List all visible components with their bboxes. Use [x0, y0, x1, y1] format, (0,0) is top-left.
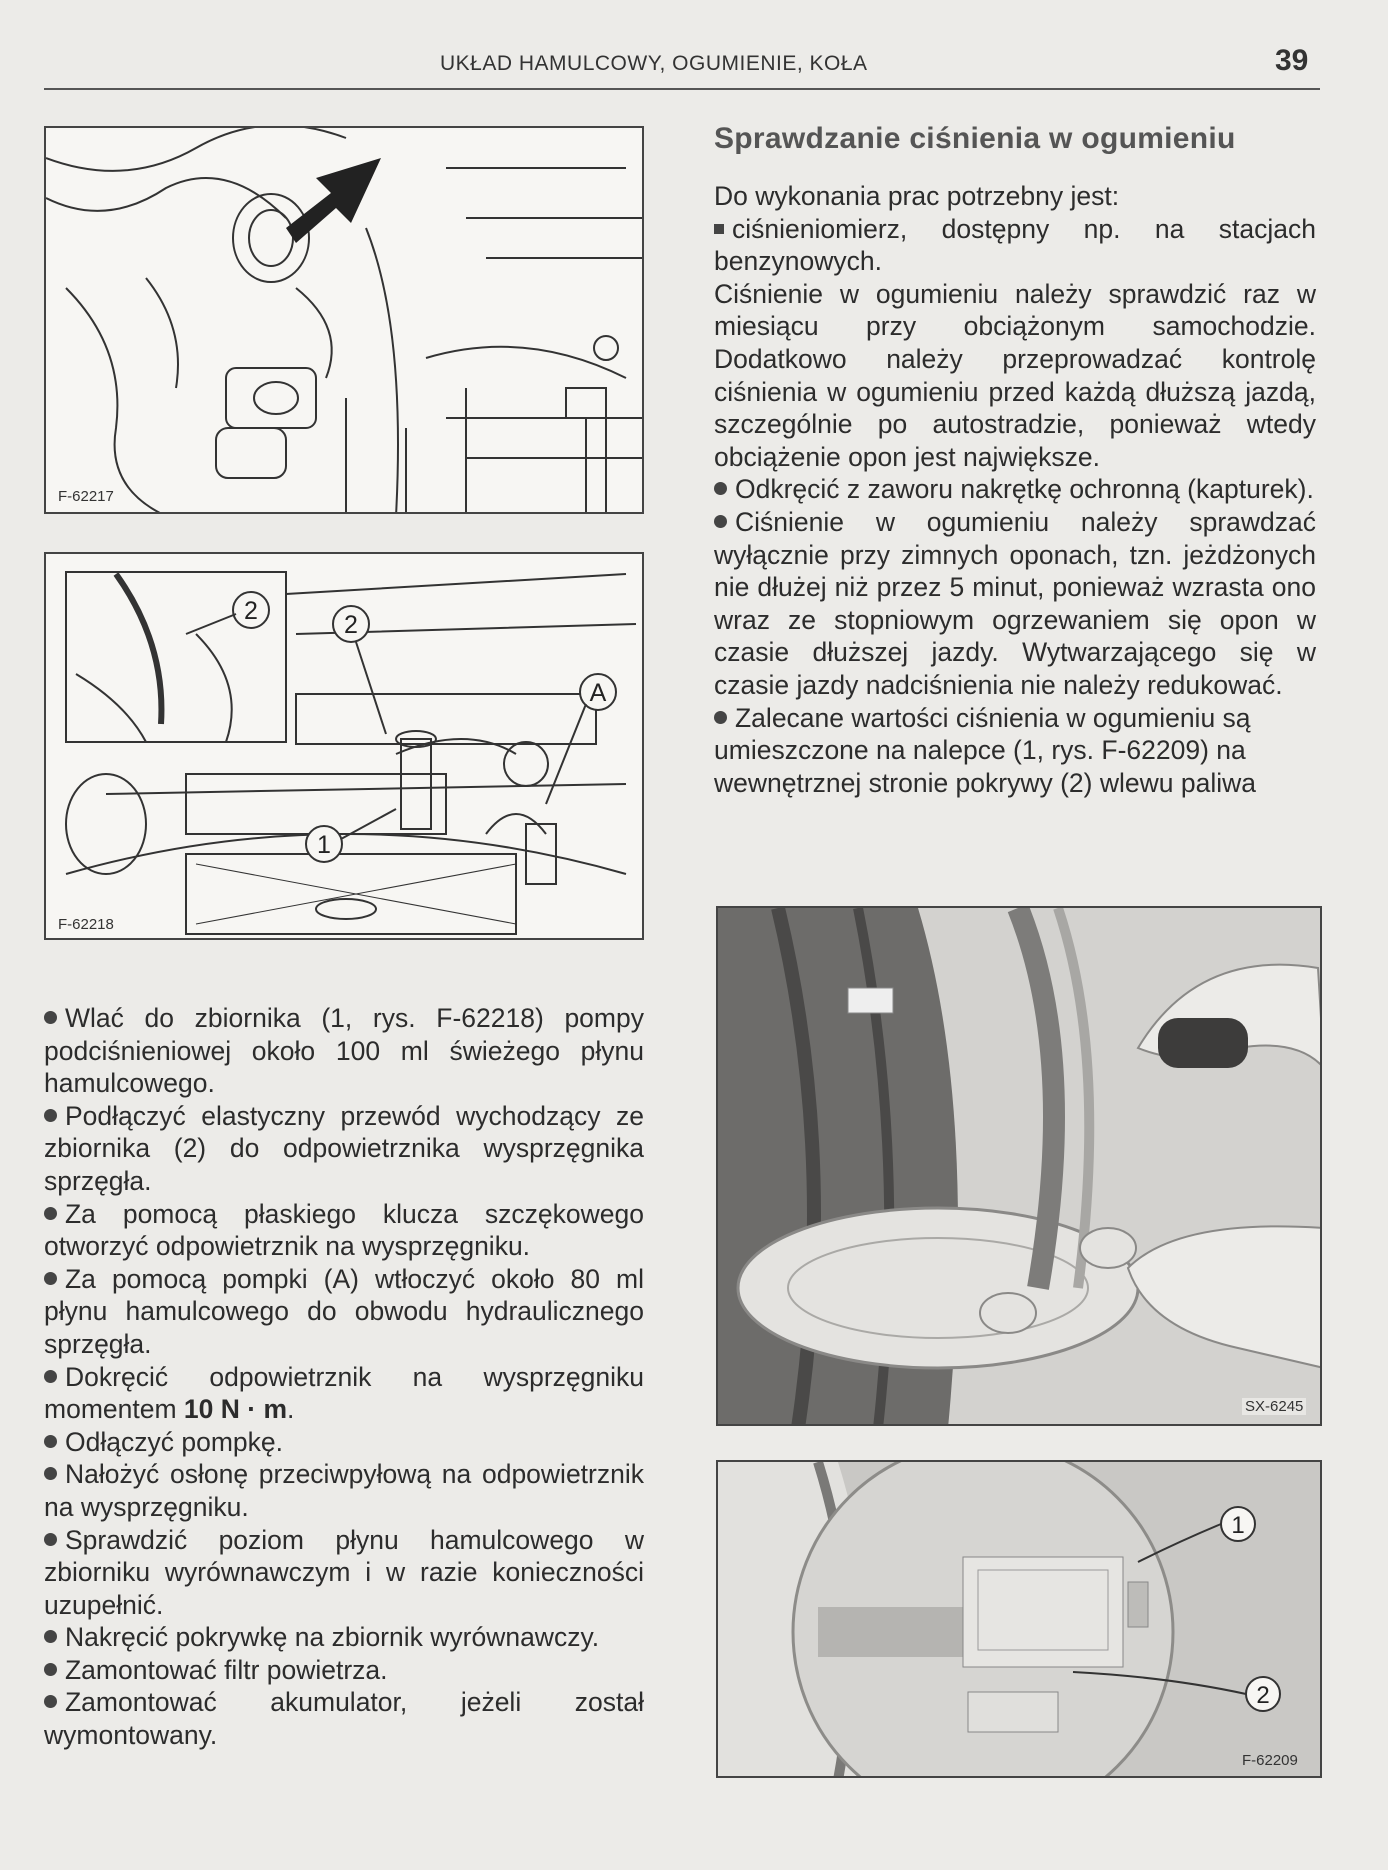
list-item: Ciśnienie w ogumieniu należy sprawdzać wyłącznie przy zimnych oponach, tzn. jeżdżonych nie dłużej niż przez 5 minut, ponieważ wzrasta ono wraz ze stopniowym ogrzewaniem się opon w czasie dłuższej jazdy. Wytwarzającego się w czasie jazdy nadciśnienia nie należy redukować. — [714, 506, 1316, 700]
right-column-text — [714, 180, 1316, 799]
list-item: Odkręcić z zaworu nakrętkę ochronną (kapturek). — [735, 474, 1314, 505]
bullet-icon — [44, 1695, 57, 1708]
bullet-icon — [44, 1467, 57, 1480]
engine-bay-drawing-icon — [46, 554, 644, 940]
paragraph: Ciśnienie w ogumieniu należy sprawdzić raz w miesiącu przy obciążonym samochodzie. Dodatkowo należy przeprowadzać kontrolę ciśnienia w ogumieniu przed każdą dłuższą jazdą, szczególnie po autostradzie, ponieważ wtedy obciążenie opon jest największe. — [714, 278, 1316, 472]
bullet-icon — [714, 515, 727, 528]
callout-1: 1 — [317, 831, 331, 859]
square-bullet-icon — [714, 224, 724, 234]
list-item: Zamontować filtr powietrza. — [65, 1654, 388, 1685]
bullet-icon — [44, 1272, 57, 1285]
callout-2b: 2 — [344, 611, 358, 639]
torque-suffix: . — [287, 1394, 295, 1425]
callout-1: 1 — [1231, 1512, 1245, 1539]
callout-2: 2 — [1256, 1682, 1270, 1709]
callout-2a: 2 — [244, 597, 258, 625]
bullet-icon — [44, 1533, 57, 1546]
bullet-icon — [44, 1370, 57, 1383]
callout-a: A — [589, 679, 607, 707]
bullet-icon — [44, 1630, 57, 1643]
figure-label: F-62209 — [1242, 1752, 1298, 1769]
figure-f62218 — [44, 552, 644, 940]
page-number: 39 — [1275, 44, 1309, 77]
bullet-icon — [714, 711, 727, 724]
section-title: Sprawdzanie ciśnienia w ogumieniu — [714, 122, 1236, 155]
list-item: Sprawdzić poziom płynu hamulcowego w zbiorniku wyrównawczym i w razie konieczności uzupełnić. — [44, 1524, 644, 1620]
bullet-icon — [44, 1011, 57, 1024]
running-header: UKŁAD HAMULCOWY, OGUMIENIE, KOŁA — [440, 52, 868, 75]
list-item: Zamontować akumulator, jeżeli został wymontowany. — [44, 1687, 644, 1751]
bullet-icon — [44, 1109, 57, 1122]
list-item: Odłączyć pompkę. — [65, 1426, 283, 1457]
list-item: Podłączyć elastyczny przewód wychodzący ze zbiornika (2) do odpowietrznika wysprzęgnika sprzęgła. — [44, 1100, 644, 1196]
list-item: Dokręcić odpowietrznik na wysprzęgniku momentem — [44, 1361, 644, 1425]
list-item: Za pomocą płaskiego klucza szczękowego otworzyć odpowietrznik na wysprzęgniku. — [44, 1198, 644, 1262]
bullet-icon — [714, 482, 727, 495]
list-item: Zalecane wartości ciśnienia w ogumieniu są umieszczone na nalepce (1, rys. F-62209) na wewnętrznej stronie pokrywy (2) wlewu paliwa — [714, 702, 1256, 798]
tire-pressure-photo-icon — [718, 908, 1322, 1426]
intro-line: Do wykonania prac potrzebny jest: — [714, 181, 1120, 211]
tool-item: ciśnieniomierz, dostępny np. na stacjach benzynowych. — [714, 213, 1316, 277]
bullet-icon — [44, 1207, 57, 1220]
list-item: Nałożyć osłonę przeciwpyłową na odpowietrznik na wysprzęgniku. — [44, 1459, 644, 1522]
torque-value: 10 N · m — [183, 1394, 288, 1425]
list-item: Nakręcić pokrywkę na zbiornik wyrównawczy. — [65, 1622, 600, 1653]
list-item: Wlać do zbiornika (1, rys. F-62218) pompy podciśnieniowej około 100 ml świeżego płynu hamulcowego. — [44, 1003, 644, 1099]
figure-f62209 — [716, 1460, 1322, 1778]
bullet-icon — [44, 1663, 57, 1676]
figure-label: F-62217 — [58, 488, 114, 505]
figure-label: SX-6245 — [1242, 1398, 1306, 1415]
bullet-icon — [44, 1435, 57, 1448]
figure-label: F-62218 — [58, 916, 114, 933]
header-rule — [44, 88, 1320, 90]
figure-sx6245 — [716, 906, 1322, 1426]
engine-drawing-arrow-icon — [46, 128, 644, 514]
left-column-text — [44, 1002, 644, 1752]
figure-f62217 — [44, 126, 644, 514]
list-item: Za pomocą pompki (A) wtłoczyć około 80 ml płynu hamulcowego do obwodu hydraulicznego sprzęgła. — [44, 1263, 644, 1359]
